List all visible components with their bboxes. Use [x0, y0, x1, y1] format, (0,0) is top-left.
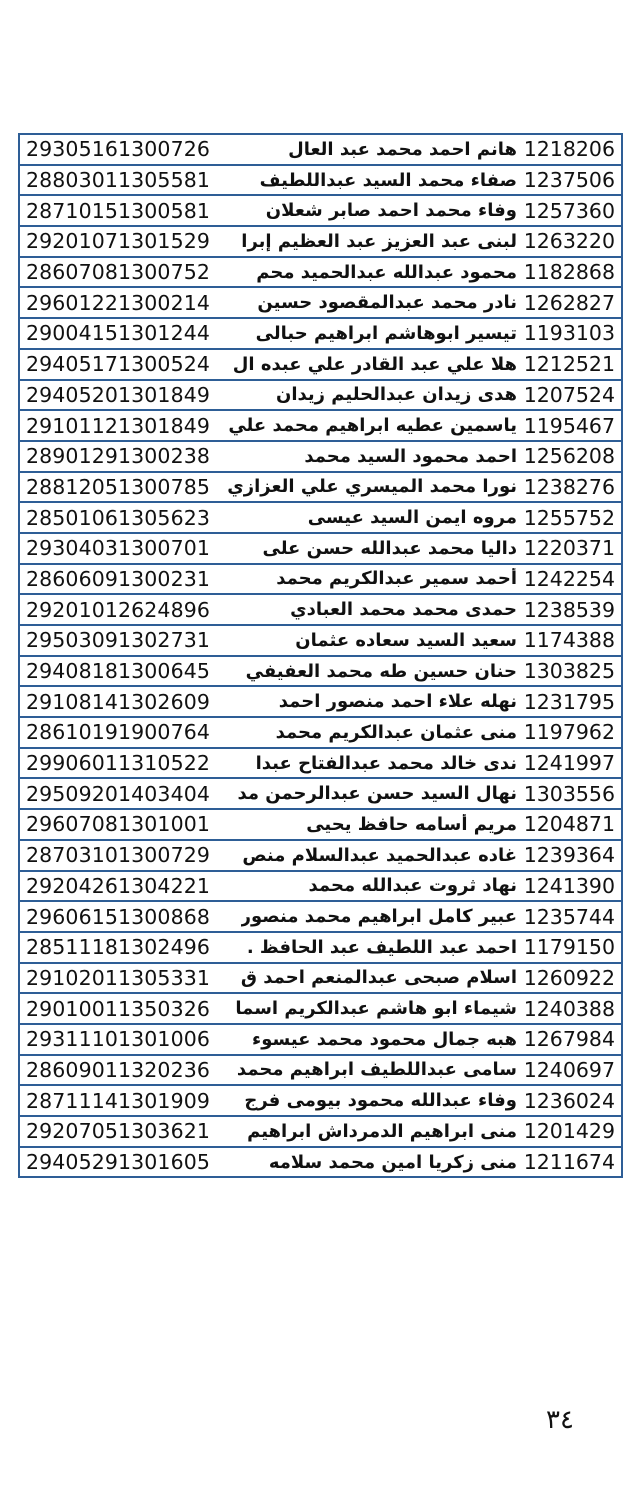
names-table: [18, 133, 623, 1178]
person-name: عبير كامل ابراهيم محمد منصور: [240, 906, 517, 928]
national-id: 29101121301849: [26, 413, 210, 438]
national-id: 29405201301849: [26, 382, 210, 407]
employee-code: 1231795: [523, 689, 615, 714]
person-name: لبنى عبد العزيز عبد العظيم إبرا: [241, 230, 517, 252]
table-row: [20, 258, 621, 289]
national-id: 28812051300785: [26, 474, 210, 499]
employee-code: 1257360: [523, 198, 615, 223]
person-name: هلا علي عبد القادر علي عبده ال: [232, 353, 517, 375]
person-name: احمد عبد اللطيف عبد الحافظ .: [246, 936, 517, 958]
employee-code: 1174388: [523, 628, 615, 653]
employee-code: 1303556: [523, 781, 615, 806]
employee-code: 1260922: [523, 965, 615, 990]
employee-code: 1238276: [523, 474, 615, 499]
person-name: اسلام صبحى عبدالمنعم احمد ق: [240, 967, 517, 989]
person-name: محمود عبدالله عبدالحميد محم: [256, 261, 517, 283]
national-id: 28610191900764: [26, 720, 210, 745]
person-name: ندى خالد محمد عبدالفتاح عبدا: [255, 752, 517, 774]
employee-code: 1255752: [523, 505, 615, 530]
employee-code: 1236024: [523, 1088, 615, 1113]
table-row: [20, 565, 621, 596]
person-name: نورا محمد الميسري علي العزازي: [227, 476, 517, 498]
national-id: 29201012624896: [26, 597, 210, 622]
employee-code: 1240697: [523, 1057, 615, 1082]
table-row: [20, 411, 621, 442]
employee-code: 1195467: [523, 413, 615, 438]
person-name: هانم احمد محمد عبد العال: [288, 138, 517, 160]
table-row: [20, 503, 621, 534]
person-name: وفاء عبدالله محمود بيومى فرج: [244, 1090, 517, 1112]
table-row: [20, 810, 621, 841]
table-row: [20, 350, 621, 381]
employee-code: 1256208: [523, 444, 615, 469]
national-id: 29305161300726: [26, 137, 210, 162]
employee-code: 1267984: [523, 1027, 615, 1052]
national-id: 29010011350326: [26, 996, 210, 1021]
person-name: مريم أسامه حافظ يحيى: [306, 813, 517, 835]
table-row: [20, 534, 621, 565]
national-id: 29207051303621: [26, 1119, 210, 1144]
page-number: ٣٤: [546, 1405, 574, 1435]
national-id: 28710151300581: [26, 198, 210, 223]
person-name: صفاء محمد السيد عبداللطيف: [259, 169, 517, 191]
national-id: 29503091302731: [26, 628, 210, 653]
employee-code: 1240388: [523, 996, 615, 1021]
person-name: مروه ايمن السيد عيسى: [307, 507, 517, 529]
person-name: تيسير ابوهاشم ابراهيم حبالى: [255, 322, 517, 344]
national-id: 29201071301529: [26, 229, 210, 254]
national-id: 29102011305331: [26, 965, 210, 990]
table-row: [20, 595, 621, 626]
national-id: 28711141301909: [26, 1088, 210, 1113]
national-id: 29405291301605: [26, 1150, 210, 1175]
person-name: حنان حسين طه محمد العفيفي: [245, 660, 517, 682]
person-name: احمد محمود السيد محمد: [304, 445, 517, 467]
table-row: [20, 964, 621, 995]
national-id: 28803011305581: [26, 168, 210, 193]
person-name: سامى عبداللطيف ابراهيم محمد: [236, 1059, 517, 1081]
employee-code: 1182868: [523, 260, 615, 285]
national-id: 29607081301001: [26, 812, 210, 837]
table-row: [20, 626, 621, 657]
employee-code: 1242254: [523, 566, 615, 591]
table-row: [20, 473, 621, 504]
national-id: 29405171300524: [26, 352, 210, 377]
person-name: نهله علاء احمد منصور احمد: [278, 691, 517, 713]
employee-code: 1239364: [523, 843, 615, 868]
person-name: غاده عبدالحميد عبدالسلام منص: [242, 844, 517, 866]
employee-code: 1212521: [523, 352, 615, 377]
national-id: 28609011320236: [26, 1057, 210, 1082]
table-row: [20, 657, 621, 688]
national-id: 29601221300214: [26, 290, 210, 315]
national-id: 28606091300231: [26, 566, 210, 591]
employee-code: 1237506: [523, 168, 615, 193]
employee-code: 1262827: [523, 290, 615, 315]
employee-code: 1235744: [523, 904, 615, 929]
employee-code: 1204871: [523, 812, 615, 837]
table-row: [20, 1117, 621, 1148]
national-id: 28501061305623: [26, 505, 210, 530]
national-id: 29408181300645: [26, 659, 210, 684]
table-row: [20, 841, 621, 872]
table-row: [20, 319, 621, 350]
table-row: [20, 687, 621, 718]
person-name: نادر محمد عبدالمقصود حسين: [257, 292, 517, 314]
national-id: 29509201403404: [26, 781, 210, 806]
table-row: [20, 902, 621, 933]
table-row: [20, 994, 621, 1025]
employee-code: 1303825: [523, 659, 615, 684]
person-name: هبه جمال محمود محمد عيسوء: [252, 1028, 517, 1050]
employee-code: 1220371: [523, 536, 615, 561]
person-name: منى عثمان عبدالكريم محمد: [275, 721, 517, 743]
national-id: 29108141302609: [26, 689, 210, 714]
person-name: ياسمين عطيه ابراهيم محمد علي: [228, 415, 517, 437]
table-row: [20, 196, 621, 227]
person-name: نهاد ثروت عبدالله محمد: [308, 875, 517, 897]
person-name: شيماء ابو هاشم عبدالكريم اسما: [235, 998, 517, 1020]
table-row: [20, 718, 621, 749]
table-row: [20, 933, 621, 964]
table-row: [20, 166, 621, 197]
person-name: نهال السيد حسن عبدالرحمن مد: [237, 783, 517, 805]
national-id: 28607081300752: [26, 260, 210, 285]
employee-code: 1193103: [523, 321, 615, 346]
employee-code: 1211674: [523, 1150, 615, 1175]
national-id: 28703101300729: [26, 843, 210, 868]
person-name: منى ابراهيم الدمرداش ابراهيم: [247, 1120, 517, 1142]
person-name: وفاء محمد احمد صابر شعلان: [265, 200, 517, 222]
employee-code: 1218206: [523, 137, 615, 162]
national-id: 29004151301244: [26, 321, 210, 346]
table-row: [20, 135, 621, 166]
employee-code: 1263220: [523, 229, 615, 254]
national-id: 29606151300868: [26, 904, 210, 929]
national-id: 29311101301006: [26, 1027, 210, 1052]
table-row: [20, 288, 621, 319]
table-row: [20, 779, 621, 810]
table-row: [20, 1148, 621, 1179]
person-name: سعيد السيد سعاده عثمان: [295, 629, 517, 651]
person-name: حمدى محمد محمد العبادي: [290, 599, 517, 621]
national-id: 29304031300701: [26, 536, 210, 561]
table-row: [20, 227, 621, 258]
person-name: منى زكريا امين محمد سلامه: [268, 1151, 517, 1173]
employee-code: 1207524: [523, 382, 615, 407]
table-row: [20, 442, 621, 473]
employee-code: 1238539: [523, 597, 615, 622]
national-id: 28901291300238: [26, 444, 210, 469]
table-row: [20, 1086, 621, 1117]
employee-code: 1241390: [523, 873, 615, 898]
employee-code: 1201429: [523, 1119, 615, 1144]
table-row: [20, 381, 621, 412]
table-row: [20, 1025, 621, 1056]
table-row: [20, 749, 621, 780]
table-row: [20, 1056, 621, 1087]
table-row: [20, 872, 621, 903]
person-name: داليا محمد عبدالله حسن على: [262, 537, 517, 559]
national-id: 29906011310522: [26, 751, 210, 776]
employee-code: 1179150: [523, 935, 615, 960]
person-name: أحمد سمير عبدالكريم محمد: [276, 568, 517, 590]
person-name: هدى زيدان عبدالحليم زيدان: [275, 384, 517, 406]
national-id: 29204261304221: [26, 873, 210, 898]
national-id: 28511181302496: [26, 935, 210, 960]
employee-code: 1197962: [523, 720, 615, 745]
employee-code: 1241997: [523, 751, 615, 776]
